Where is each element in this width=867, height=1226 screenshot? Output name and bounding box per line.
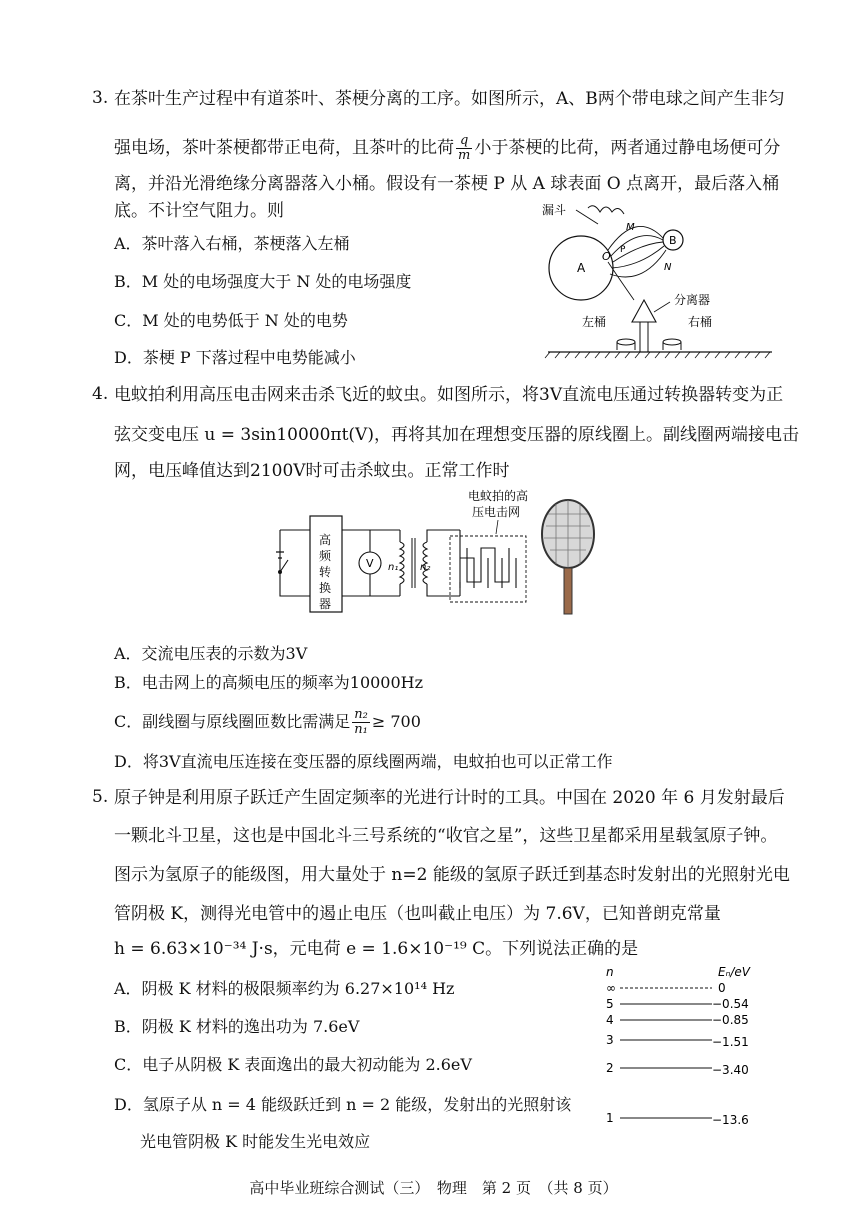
energy-level-diagram	[600, 962, 770, 1132]
right-bucket-icon	[663, 342, 681, 350]
stem-text: 强电场，茶叶茶梗都带正电荷，且茶叶的比荷	[114, 138, 454, 158]
option-d-continued: 光电管阴极 K 时能发生光电效应	[140, 1132, 371, 1151]
option-text: C．副线圈与原线圈匝数比需满足	[114, 712, 351, 731]
page-footer: 高中毕业班综合测试（三） 物理 第 2 页 （共 8 页）	[249, 1179, 618, 1197]
converter-label: 转	[319, 565, 332, 579]
level-e-label: −0.54	[712, 997, 749, 1011]
switch-icon	[280, 560, 288, 572]
stem-text: 小于茶梗的比荷，两者通过静电场便可分	[474, 138, 781, 158]
question-stem: 弦交变电压 u = 3sin10000πt(V)，再将其加在理想变压器的原线圈上。副线圈两端接电击	[114, 425, 799, 445]
converter-label: 换	[319, 581, 332, 595]
level-n-label: 4	[606, 1013, 614, 1027]
option-a: A．交流电压表的示数为3V	[114, 644, 308, 663]
level-e-header: Eₙ/eV	[718, 965, 751, 979]
option-b: B．M 处的电场强度大于 N 处的电场强度	[114, 272, 412, 291]
option-c	[114, 708, 421, 737]
primary-coil-icon	[400, 542, 404, 584]
fraction-numerator: n₂	[354, 707, 368, 722]
tea-separator-figure	[536, 200, 786, 365]
level-e-label: −0.85	[712, 1013, 749, 1027]
funnel-icon	[588, 206, 624, 214]
question-number: 4.	[92, 384, 109, 404]
swatter-handle-icon	[564, 568, 572, 614]
turns-ratio	[352, 708, 370, 737]
question-number: 3.	[92, 88, 109, 108]
level-n-label: 5	[606, 997, 614, 1011]
option-c: C．电子从阴极 K 表面逸出的最大初动能为 2.6eV	[114, 1055, 472, 1074]
left-bucket-label: 左桶	[582, 315, 607, 329]
option-c: C．M 处的电势低于 N 处的电势	[114, 311, 348, 330]
question-stem: 网，电压峰值达到2100V时可击杀蚊虫。正常工作时	[114, 461, 510, 481]
question-stem: 底。不计空气阻力。则	[114, 201, 284, 221]
point-o-label: O	[602, 250, 611, 263]
n1-label: n₁	[388, 562, 399, 573]
n2-label: n₂	[420, 562, 431, 573]
level-e-label: −1.51	[712, 1035, 749, 1049]
option-d: D．茶梗 P 下落过程中电势能减小	[114, 348, 356, 367]
grid-label: 电蚊拍的高	[468, 489, 529, 503]
charge-mass-ratio	[456, 134, 472, 163]
fraction-numerator: q	[456, 134, 472, 149]
option-a: A．茶叶落入右桶，茶梗落入左桶	[114, 234, 350, 253]
question-number: 5.	[92, 787, 109, 807]
voltmeter-label: V	[366, 557, 374, 570]
option-d: D．将3V直流电压连接在变压器的原线圈两端，电蚊拍也可以正常工作	[114, 752, 613, 771]
funnel-label: 漏斗	[542, 203, 567, 217]
option-d: D．氢原子从 n = 4 能级跃迁到 n = 2 能级，发射出的光照射该	[114, 1095, 572, 1114]
level-e-label: 0	[718, 981, 726, 995]
ball-b-label: B	[669, 234, 677, 247]
separator-label: 分离器	[674, 293, 711, 307]
question-stem	[114, 134, 780, 163]
option-b: B．电击网上的高频电压的频率为10000Hz	[114, 673, 424, 692]
fraction-denominator: m	[458, 148, 471, 163]
level-n-label: 2	[606, 1061, 614, 1075]
converter-label: 器	[319, 597, 332, 611]
fraction-denominator: n₁	[354, 722, 368, 737]
option-text: ≥ 700	[371, 712, 421, 731]
point-n-label: N	[664, 262, 672, 273]
level-n-label: 1	[606, 1111, 614, 1125]
right-bucket-label: 右桶	[688, 315, 713, 329]
question-stem: 图示为氢原子的能级图，用大量处于 n=2 能级的氢原子跃迁到基态时发射出的光照射光电	[114, 865, 790, 885]
level-e-label: −13.6	[712, 1113, 749, 1127]
converter-label: 频	[319, 549, 332, 563]
mosquito-swatter-circuit	[270, 486, 610, 616]
grid-label: 压电击网	[472, 505, 521, 519]
ball-a-label: A	[577, 261, 586, 275]
point-p-label: P	[620, 245, 626, 255]
level-e-label: −3.40	[712, 1063, 749, 1077]
point-m-label: M	[626, 222, 635, 233]
question-stem: 一颗北斗卫星，这也是中国北斗三号系统的“收官之星”，这些卫星都采用星载氢原子钟。	[114, 826, 778, 846]
option-b: B．阴极 K 材料的逸出功为 7.6eV	[114, 1017, 360, 1036]
level-n-header: n	[606, 965, 614, 979]
question-stem: 电蚊拍利用高压电击网来击杀飞近的蚊虫。如图所示，将3V直流电压通过转换器转变为正	[114, 385, 784, 405]
question-stem: 在茶叶生产过程中有道茶叶、茶梗分离的工序。如图所示，A、B两个带电球之间产生非匀	[114, 89, 785, 109]
level-n-label: 3	[606, 1033, 614, 1047]
question-stem: 原子钟是利用原子跃迁产生固定频率的光进行计时的工具。中国在 2020 年 6 月发射最后	[114, 788, 785, 808]
separator-icon	[632, 300, 656, 322]
question-stem: 管阴极 K，测得光电管中的遏止电压（也叫截止电压）为 7.6V，已知普朗克常量	[114, 904, 721, 924]
left-bucket-icon	[617, 342, 635, 350]
question-stem: h = 6.63×10⁻³⁴ J·s，元电荷 e = 1.6×10⁻¹⁹ C。下列说法正确的是	[114, 939, 639, 959]
converter-label: 高	[319, 533, 332, 547]
option-a: A．阴极 K 材料的极限频率约为 6.27×10¹⁴ Hz	[114, 979, 455, 998]
level-n-label: ∞	[606, 981, 616, 995]
question-stem: 离，并沿光滑绝缘分离器落入小桶。假设有一茶梗 P 从 A 球表面 O 点离开，最后落入桶	[114, 174, 780, 194]
